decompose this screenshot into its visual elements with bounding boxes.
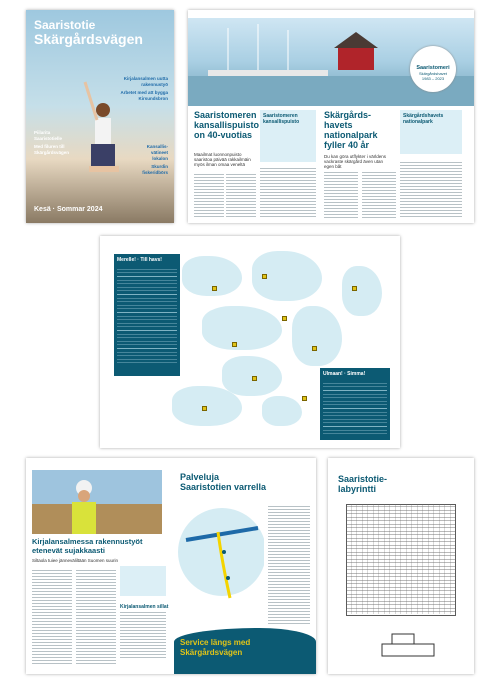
cover-teaser-8: Skärgårdsvägen (34, 150, 70, 155)
fi-body-text-1 (194, 172, 224, 218)
map-spread (100, 236, 400, 448)
cover-page (26, 10, 174, 223)
map-legend-left-title: Merelle! · Till havs! (117, 257, 162, 263)
fi-body-text-2 (226, 172, 256, 218)
cover-teaser-3: Arbetet med att bygga (120, 90, 168, 95)
logo-text-2: Skärgårdshavet (418, 71, 447, 76)
cover-teaser-13: fiskeridbörs (142, 170, 168, 175)
construction-body-1 (32, 568, 72, 664)
construction-headline: Kirjalansalmessa rakennustyöt etenevät sujakkaasti (32, 537, 143, 555)
fi-headline: Saaristomeren kansallispuisto on 40-vuotias (194, 110, 260, 140)
construction-subheading: Siltaola tuiee jänneväliltään Suomen suurin (32, 558, 119, 563)
cover-teaser-11: lokalon (152, 156, 168, 161)
cover-teaser-9: Kansallis- (146, 144, 168, 149)
cover-teaser-4: Kirsundsbron (138, 96, 168, 101)
construction-photo (32, 470, 162, 534)
bridges-table (120, 610, 166, 658)
harbor-photo (188, 18, 474, 106)
services-page (174, 458, 316, 674)
construction-body-2 (76, 568, 116, 664)
fi-info-box (260, 110, 316, 162)
fi-info-box-title: Saaristomeren kansallispuisto (263, 113, 300, 125)
map-legend-right (320, 368, 390, 440)
services-list (268, 504, 310, 624)
logo-text-1: Saaristomeri (416, 65, 450, 71)
construction-and-services-spread (26, 458, 316, 674)
cover-teaser-7: Med filuren till (34, 144, 65, 149)
labyrinth-page (328, 458, 474, 674)
cover-teaser-5: Piilarita (34, 130, 51, 135)
services-title-1: Palveluja (180, 472, 220, 482)
labyrinth-title-2: labyrintti (338, 484, 377, 494)
bridges-table-title: Kirjalansalmen sillat (120, 604, 169, 610)
sv-headline: Skärgårds-havets nationalpark fyller 40 år (324, 110, 378, 150)
cover-teaser-12: Skurdin (151, 164, 168, 169)
cover-teaser-1: Kirjalansalmen uutta (123, 76, 168, 81)
cover-photo-person (81, 80, 121, 190)
labyrinth-maze-overlay (346, 504, 454, 614)
cover-title-fi: Saaristotie (34, 18, 96, 32)
sv-info-box-title: Skärgårdshavets nationalpark (403, 113, 444, 125)
sv-subheading: Du kan göra utflykter i världens vackraste skärgård även utan egen båt (324, 154, 387, 169)
ferry-illustration (378, 624, 438, 664)
park-anniversary-logo (410, 46, 456, 92)
sv-info-box (400, 110, 462, 154)
sv-body-text-3 (400, 160, 462, 218)
map-legend-right-title: Ulmaan! · Simma! (323, 371, 366, 377)
services-footer-1: Service längs med (180, 638, 251, 647)
cover-teaser-2: rakennustyö (141, 82, 168, 87)
fi-subheading: Maailmat luonnonpuisto saaristoa päivää rakkailmäin myös ilman omaa veneltä (194, 152, 251, 167)
services-footer-2: Skärgårdsvägen (180, 648, 243, 657)
logo-text-3: 1983 – 2023 (421, 76, 445, 81)
services-route-map (178, 502, 264, 602)
fi-body-text-3 (260, 166, 316, 218)
cover-issue-date: Kesä · Sommar 2024 (34, 206, 103, 213)
services-title-2: Saaristotien varrella (180, 482, 267, 492)
map-legend-left (114, 254, 180, 376)
cover-teaser-10: vätineet (150, 150, 168, 155)
construction-callout (120, 566, 166, 596)
sv-body-text-2 (362, 170, 396, 218)
national-park-spread (188, 10, 474, 223)
labyrinth-title-1: Saaristotie- (338, 474, 388, 484)
cover-title-sv: Skärgårdsvägen (34, 31, 143, 47)
cover-teaser-6: Saaristotielle (34, 136, 63, 141)
sv-body-text-1 (324, 170, 358, 218)
